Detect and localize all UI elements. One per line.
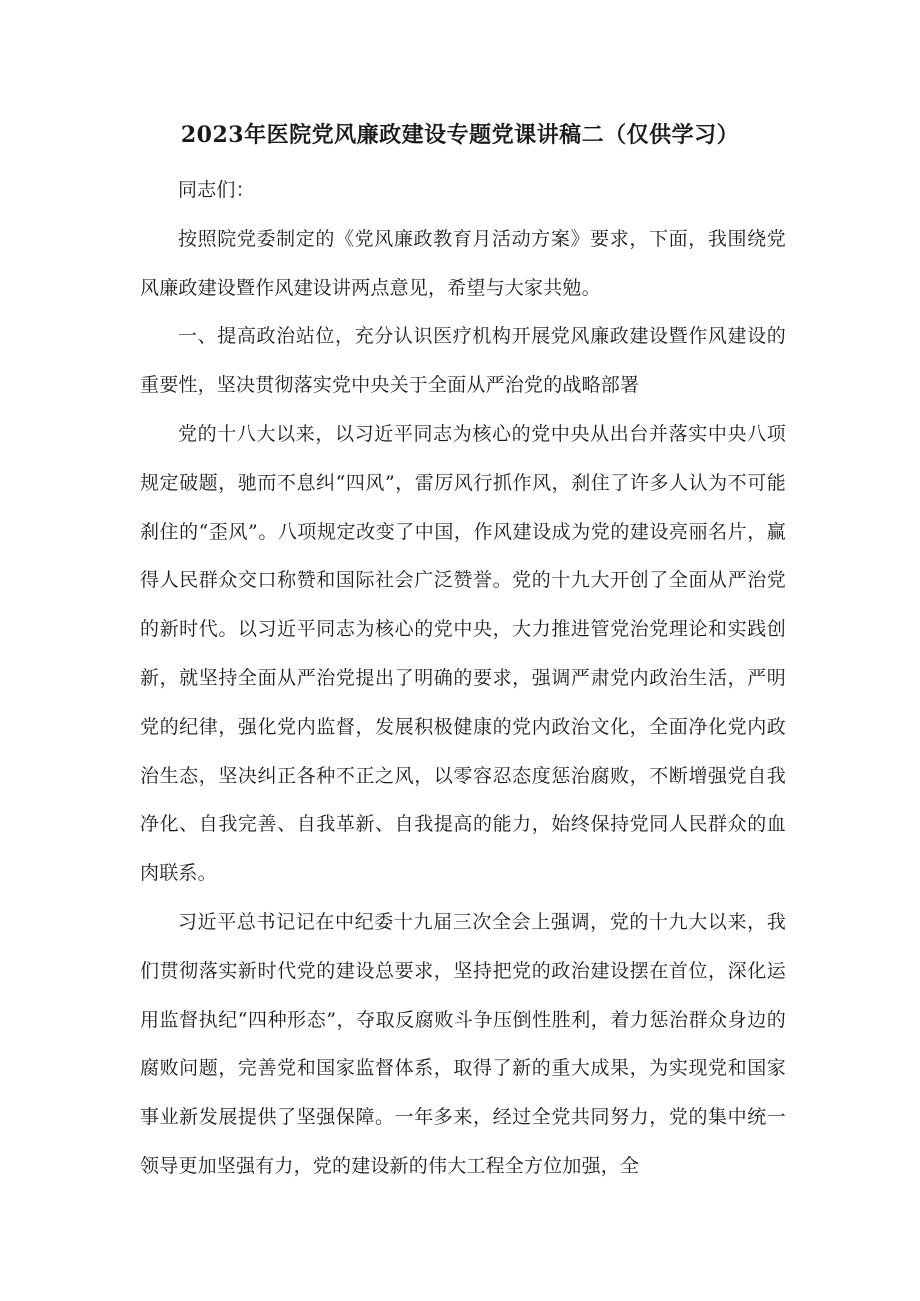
- intro-paragraph: 按照院党委制定的《党风廉政教育月活动方案》要求，下面，我围绕党风廉政建设暨作风建设讲两点意见，希望与大家共勉。: [140, 227, 786, 299]
- salutation-paragraph: 同志们：: [178, 179, 255, 201]
- section-heading-paragraph: 一、提高政治站位，充分认识医疗机构开展党风廉政建设暨作风建设的重要性，坚决贯彻落实党中央关于全面从严治党的战略部署: [140, 325, 786, 397]
- body-paragraph: 习近平总书记记在中纪委十九届三次全会上强调，党的十九大以来，我们贯彻落实新时代党的建设总要求，坚持把党的政治建设摆在首位，深化运用监督执纪“四种形态”，夺取反腐败斗争压倒性胜利，着力惩治群众身边的腐败问题，完善党和国家监督体系，取得了新的重大成果，为实现党和国家事业新发展提供了坚强保障。一年多来，经过全党共同努力，党的集中统一领导更加坚强有力，党的建设新的伟大工程全方位加强，全: [140, 910, 786, 1177]
- document-title: 2023年医院党风廉政建设专题党课讲稿二（仅供学习）: [180, 122, 740, 148]
- document-body: [140, 166, 786, 1191]
- body-paragraph: 党的十八大以来，以习近平同志为核心的党中央从出台并落实中央八项规定破题，驰而不息纠“四风”，雷厉风行抓作风，刹住了许多人认为不可能刹住的“歪风”。八项规定改变了中国，作风建设成为党的建设亮丽名片，赢得人民群众交口称赞和国际社会广泛赞誉。党的十九大开创了全面从严治党的新时代。以习近平同志为核心的党中央，大力推进管党治党理论和实践创新，就坚持全面从严治党提出了明确的要求，强调严肃党内政治生活，严明党的纪律，强化党内监督，发展积极健康的党内政治文化，全面净化党内政治生态，坚决纠正各种不正之风，以零容忍态度惩治腐败，不断增强党自我净化、自我完善、自我革新、自我提高的能力，始终保持党同人民群众的血肉联系。: [140, 422, 786, 885]
